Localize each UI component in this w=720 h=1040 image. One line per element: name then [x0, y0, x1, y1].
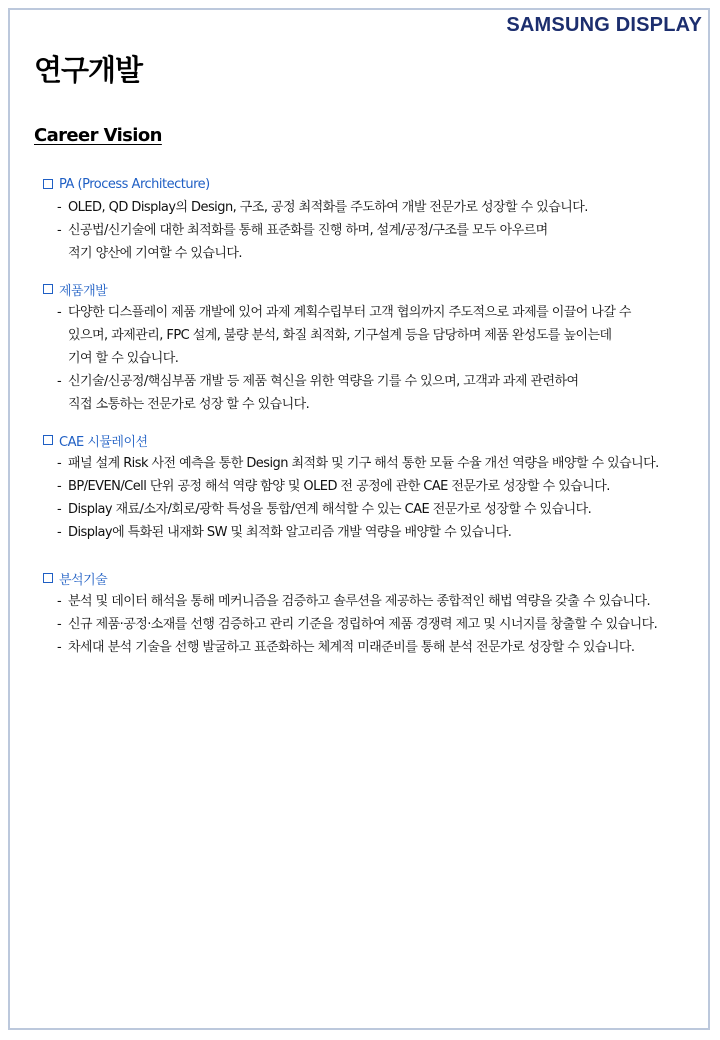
list-item-text: 신규 제품·공정·소재를 선행 검증하고 관리 기준을 정립하여 제품 경쟁력 제고 및 시너지를 창출할 수 있습니다.	[68, 617, 658, 632]
section-heading-product	[43, 277, 703, 301]
list-item	[43, 590, 703, 613]
career-vision-heading: Career Vision	[34, 125, 162, 146]
brand-logo: SAMSUNG DISPLAY	[506, 14, 702, 36]
checkbox-icon	[43, 284, 53, 294]
dash-bullet-icon: -	[57, 223, 62, 238]
list-item-text: Display에 특화된 내재화 SW 및 최적화 알고리즘 개발 역량을 배양할 수 있습니다.	[68, 525, 512, 540]
list-item	[43, 452, 703, 475]
section-heading-pa	[43, 172, 703, 196]
dash-bullet-icon: -	[57, 374, 62, 389]
dash-bullet-icon: -	[57, 479, 62, 494]
list-item	[43, 521, 703, 544]
list-item-text: BP/EVEN/Cell 단위 공정 해석 역량 함양 및 OLED 전 공정에 관한 CAE 전문가로 성장할 수 있습니다.	[68, 479, 610, 494]
section-heading-text: CAE 시뮬레이션	[59, 434, 148, 450]
section-heading-text: PA (Process Architecture)	[59, 176, 210, 192]
list-item-text: OLED, QD Display의 Design, 구조, 공정 최적화를 주도하여 개발 전문가로 성장할 수 있습니다.	[68, 200, 588, 215]
list-item	[43, 370, 703, 416]
section-analysis-technology	[43, 566, 703, 659]
list-item-text: 다양한 디스플레이 제품 개발에 있어 과제 계획수립부터 고객 협의까지 주도적으로 과제를 이끌어 나갈 수 있으며, 과제관리, FPC 설계, 불량 분석, 화질 최적화, 기구설계 등을 담당하며 제품 완성도를 높이는데 기여 할 수 있습니다.	[68, 305, 631, 366]
section-cae-simulation	[43, 428, 703, 544]
section-items	[43, 301, 703, 416]
section-heading-text: 제품개발	[59, 283, 108, 299]
list-item	[43, 301, 703, 370]
dash-bullet-icon: -	[57, 640, 62, 655]
dash-bullet-icon: -	[57, 305, 62, 320]
dash-bullet-icon: -	[57, 525, 62, 540]
list-item	[43, 475, 703, 498]
list-item-text: 차세대 분석 기술을 선행 발굴하고 표준화하는 체계적 미래준비를 통해 분석 전문가로 성장할 수 있습니다.	[68, 640, 635, 655]
section-items	[43, 452, 703, 544]
sections-container	[43, 172, 703, 659]
section-heading-text: 분석기술	[59, 572, 108, 588]
checkbox-icon	[43, 435, 53, 445]
section-heading-cae	[43, 428, 703, 452]
list-item-text: 신기술/신공정/핵심부품 개발 등 제품 혁신을 위한 역량을 기를 수 있으며, 고객과 과제 관련하여 직접 소통하는 전문가로 성장 할 수 있습니다.	[68, 374, 579, 412]
section-pa	[43, 172, 703, 265]
dash-bullet-icon: -	[57, 502, 62, 517]
page-title: 연구개발	[34, 53, 143, 87]
list-item-text: Display 재료/소자/회로/광학 특성을 통합/연계 해석할 수 있는 CAE 전문가로 성장할 수 있습니다.	[68, 502, 592, 517]
dash-bullet-icon: -	[57, 617, 62, 632]
list-item	[43, 196, 703, 219]
section-items	[43, 590, 703, 659]
list-item	[43, 498, 703, 521]
list-item	[43, 613, 703, 636]
section-items	[43, 196, 703, 265]
checkbox-icon	[43, 573, 53, 583]
section-heading-analysis	[43, 566, 703, 590]
dash-bullet-icon: -	[57, 594, 62, 609]
list-item-text: 신공법/신기술에 대한 최적화를 통해 표준화를 진행 하며, 설계/공정/구조를 모두 아우르며 적기 양산에 기여할 수 있습니다.	[68, 223, 548, 261]
dash-bullet-icon: -	[57, 200, 62, 215]
list-item-text: 분석 및 데이터 해석을 통해 메커니즘을 검증하고 솔루션을 제공하는 종합적인 해법 역량을 갖출 수 있습니다.	[68, 594, 651, 609]
list-item	[43, 219, 703, 265]
list-item	[43, 636, 703, 659]
dash-bullet-icon: -	[57, 456, 62, 471]
list-item-text: 패널 설계 Risk 사전 예측을 통한 Design 최적화 및 기구 해석 통한 모듈 수율 개선 역량을 배양할 수 있습니다.	[68, 456, 659, 471]
section-product-development	[43, 277, 703, 416]
checkbox-icon	[43, 179, 53, 189]
